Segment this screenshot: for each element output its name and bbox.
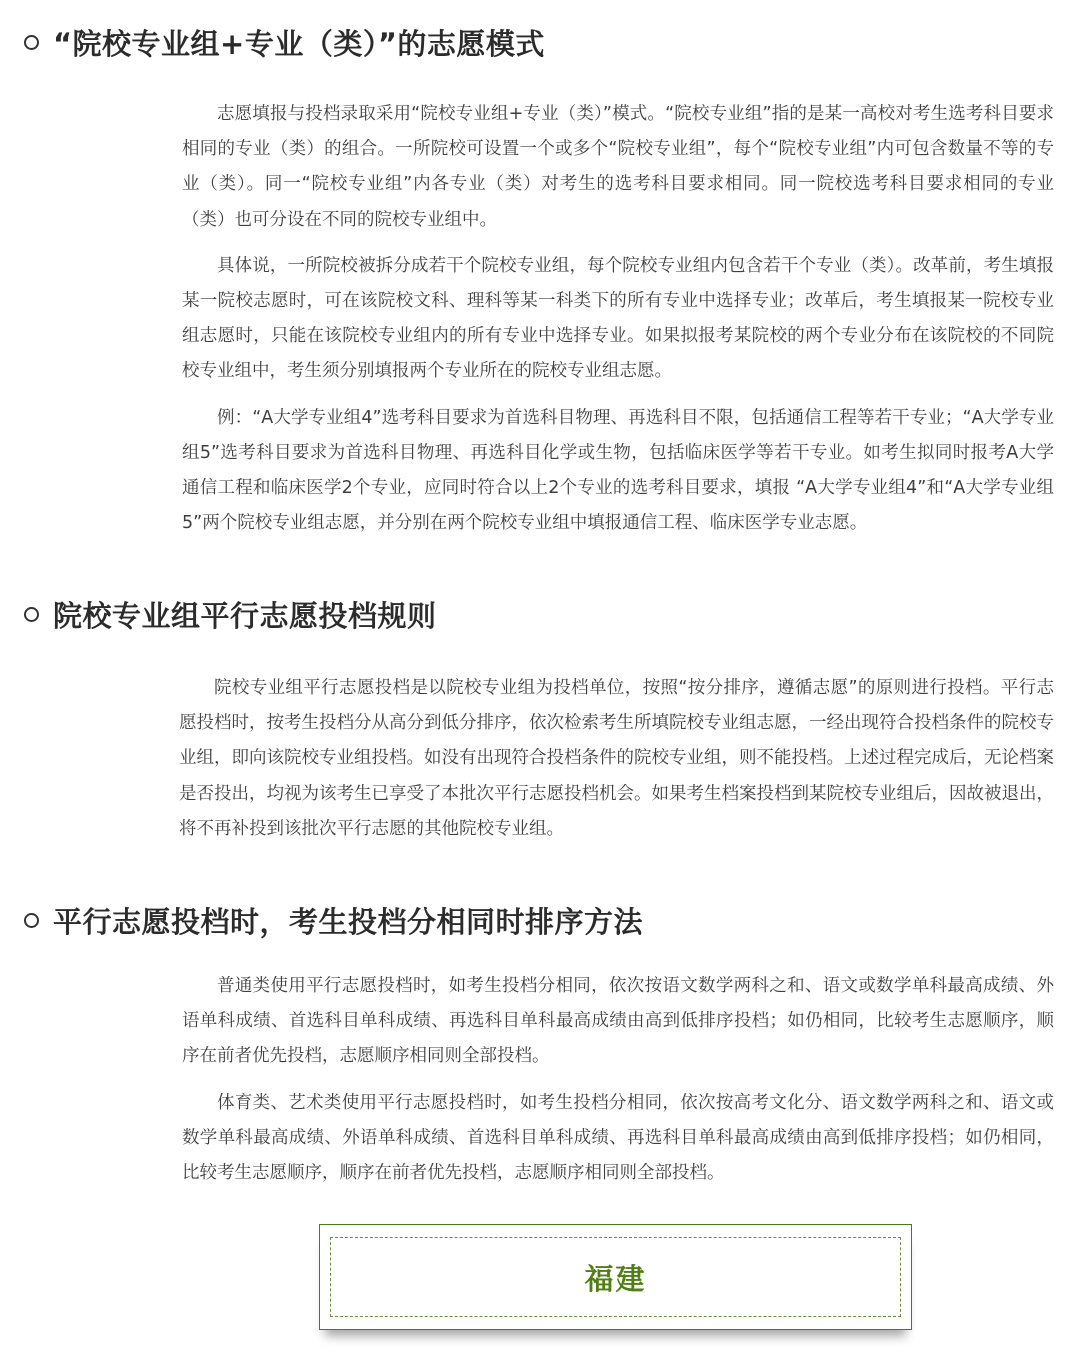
paragraph: 志愿填报与投档录取采用“院校专业组+专业（类）”模式。“院校专业组”指的是某一高校对考生选考科目要求相同的专业（类）的组合。一所院校可设置一个或多个“院校专业组”，每个“院校专业组”内可包含数量不等的专业（类）。同一“院校专业组”内各专业（类）对考生的选考科目要求相同。同一院校选考科目要求相同的专业（类）也可分设在不同的院校专业组中。 <box>182 104 1054 230</box>
section-body-2 <box>179 671 1054 858</box>
paragraph: 院校专业组平行志愿投档是以院校专业组为投档单位，按照“按分排序，遵循志愿”的原则进行投档。平行志愿投档时，按考生投档分从高分到低分排序，依次检索考生所填院校专业组志愿，一经出现符合投档条件的院校专业组，即向该院校专业组投档。如没有出现符合投档条件的院校专业组，则不能投档。上述过程完成后，无论档案是否投出，均视为该考生已享受了本批次平行志愿投档机会。如果考生档案投档到某院校专业组后，因故被退出，将不再补投到该批次平行志愿的其他院校专业组。 <box>179 678 1054 839</box>
paragraph: 体育类、艺术类使用平行志愿投档时，如考生投档分相同，依次按高考文化分、语文数学两科之和、语文或数学单科最高成绩、外语单科成绩、首选科目单科成绩、再选科目单科最高成绩由高到低排序投档；如仍相同，比较考生志愿顺序，顺序在前者优先投档，志愿顺序相同则全部投档。 <box>182 1092 1054 1184</box>
paragraph: 普通类使用平行志愿投档时，如考生投档分相同，依次按语文数学两科之和、语文或数学单科最高成绩、外语单科成绩、首选科目单科成绩、再选科目单科最高成绩由高到低排序投档；如仍相同，比较考生志愿顺序，顺序在前者优先投档，志愿顺序相同则全部投档。 <box>182 976 1054 1067</box>
paragraph: 具体说，一所院校被拆分成若干个院校专业组，每个院校专业组内包含若干个专业（类）。改革前，考生填报某一院校志愿时，可在该院校文科、理科等某一科类下的所有专业中选择专业；改革后，考生填报某一院校专业组志愿时，只能在该院校专业组内的所有专业中选择专业。如果拟报考某院校的两个专业分布在该院校的不同院校专业组中，考生须分别填报两个专业所在的院校专业组志愿。 <box>182 255 1054 382</box>
circle-bullet-icon <box>24 913 39 928</box>
circle-bullet-icon <box>24 607 39 622</box>
province-label: 福建 <box>584 1261 647 1296</box>
section-heading-1 <box>24 22 545 63</box>
section-title: 平行志愿投档时，考生投档分相同时排序方法 <box>53 905 644 939</box>
section-title: 院校专业组平行志愿投档规则 <box>53 599 437 633</box>
section-heading-2 <box>24 594 437 635</box>
section-title: “院校专业组+专业（类）”的志愿模式 <box>53 27 545 61</box>
dashed-frame <box>330 1237 901 1317</box>
circle-bullet-icon <box>24 35 39 50</box>
section-heading-3 <box>24 900 643 941</box>
paragraph: 例：“A大学专业组4”选考科目要求为首选科目物理、再选科目不限，包括通信工程等若干专业；“A大学专业组5”选考科目要求为首选科目物理、再选科目化学或生物，包括临床医学等若干专业。如考生拟同时报考A大学通信工程和临床医学2个专业，应同时符合以上2个专业的选考科目要求，填报 “A大学专业组4”和“A大学专业组5”两个院校专业组志愿，并分别在两个院校专业组中填报通信工程、临床医学专业志愿。 <box>182 407 1054 534</box>
section-body-3 <box>182 969 1054 1202</box>
province-label-box <box>319 1224 912 1330</box>
section-body-1 <box>182 97 1054 552</box>
